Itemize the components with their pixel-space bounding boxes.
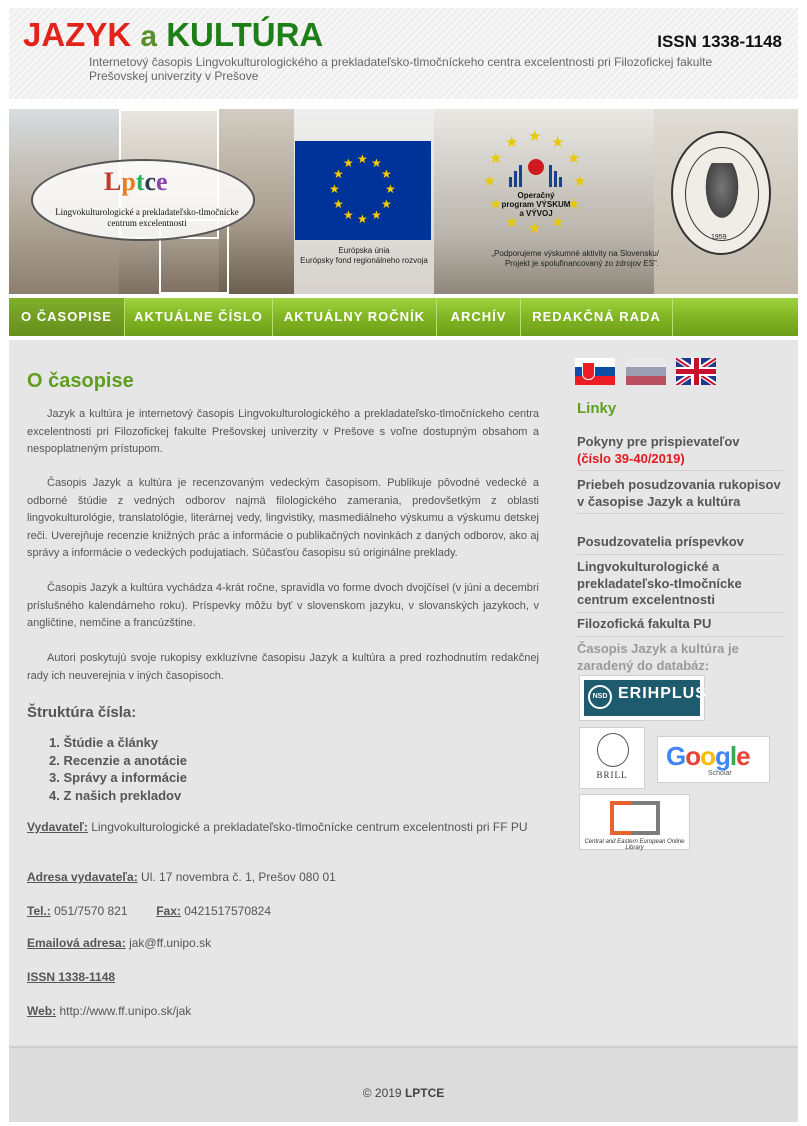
star-icon: ★ xyxy=(551,214,565,231)
brill-logo[interactable] xyxy=(579,727,645,789)
lptce-letter: p xyxy=(121,167,136,196)
structure-item: 2. Recenzie a anotácie xyxy=(49,752,188,768)
tel-label: Tel.: xyxy=(27,904,51,918)
web-info xyxy=(27,1003,539,1019)
nav-item-aktualne-cislo[interactable]: AKTUÁLNE ČÍSLO xyxy=(125,298,273,336)
op-caption-line: Projekt je spolufinancovaný zo zdrojov ES". xyxy=(504,259,659,268)
google-text: Google xyxy=(666,741,750,771)
eu-caption xyxy=(279,246,449,266)
star-icon: ★ xyxy=(381,167,392,181)
op-bar xyxy=(559,177,562,187)
star-icon: ★ xyxy=(528,128,542,145)
star-icon: ★ xyxy=(528,220,542,237)
nav-item-redakcna-rada[interactable]: REDAKČNÁ RADA xyxy=(521,298,673,336)
star-icon: ★ xyxy=(567,150,581,167)
link-author-guidelines-issue: (číslo 39-40/2019) xyxy=(577,450,685,466)
eu-flag-icon xyxy=(295,141,431,240)
email-info xyxy=(27,935,539,951)
ceeol-logo[interactable] xyxy=(579,794,690,850)
star-icon: ★ xyxy=(333,167,344,181)
publisher-value: Lingvokulturologické a prekladateľsko-tlmočnícke centrum excelentnosti pri FF PU xyxy=(91,820,528,834)
site-header xyxy=(9,8,798,99)
web-label: Web: xyxy=(27,1004,57,1018)
content-area xyxy=(9,340,798,1046)
link-reviewers[interactable]: Posudzovatelia príspevkov xyxy=(577,534,783,555)
frequency-paragraph: Časopis Jazyk a kultúra vychádza 4-krát ročne, spravidla vo forme dvoch dvojčísel (v júni a decembri príslušného kalendárneho roku). Príspevky môžu byť v slovenskom jazyku, v slovanských jazykoch, v angličtine, nemčine a francúzštine. xyxy=(27,582,539,629)
issn-label: ISSN 1338-1148 xyxy=(27,970,116,984)
op-bar xyxy=(519,165,522,187)
flag-sk-icon[interactable] xyxy=(575,358,615,385)
brill-seal-icon xyxy=(597,733,629,767)
eu-caption-line: Európsky fond regionálneho rozvoja xyxy=(300,256,428,265)
star-icon: ★ xyxy=(489,150,503,167)
structure-list xyxy=(49,734,187,804)
site-title-a: a xyxy=(140,20,158,53)
structure-title: Štruktúra čísla: xyxy=(27,704,137,721)
erihplus-logo[interactable] xyxy=(579,675,705,721)
issn-info xyxy=(27,969,539,985)
link-author-guidelines-label: Pokyny pre prispievateľov xyxy=(577,434,740,449)
intro-paragraph: Jazyk a kultúra je internetový časopis Lingvokulturologického a prekladateľsko-tlmočníckeho centra excelentnosti pri Filozofickej fakulte Prešovskej univerzity v Prešove s voľne dostupným obsahom a nespoplatneným prístupom. xyxy=(27,408,539,455)
star-icon: ★ xyxy=(357,212,368,226)
nav-item-aktualny-rocnik[interactable]: AKTUÁLNY ROČNÍK xyxy=(273,298,437,336)
lptce-letter: e xyxy=(156,167,168,196)
star-icon: ★ xyxy=(483,173,497,190)
link-author-guidelines[interactable] xyxy=(577,434,783,471)
op-bar xyxy=(554,171,557,187)
link-lptce[interactable]: Lingvokulturologické a prekladateľsko-tlmočnícke centrum excelentnosti xyxy=(577,559,783,613)
copyright-year: © 2019 xyxy=(362,1086,402,1100)
address-label: Adresa vydavateľa: xyxy=(27,870,138,884)
star-icon: ★ xyxy=(505,214,519,231)
ceeol-text: Central and Eastern European Online Library xyxy=(584,839,685,851)
star-icon: ★ xyxy=(371,208,382,222)
op-caption xyxy=(449,249,659,269)
erihplus-text: ERIHPLUS xyxy=(618,685,707,702)
publisher-label: Vydavateľ: xyxy=(27,820,88,834)
erihplus-inner xyxy=(584,680,707,716)
links-title: Linky xyxy=(577,400,617,417)
ceeol-mark-icon xyxy=(632,801,660,835)
lptce-logo xyxy=(104,167,168,197)
faculty-seal-icon xyxy=(671,131,771,255)
star-icon: ★ xyxy=(343,208,354,222)
authors-paragraph: Autori poskytujú svoje rukopisy exkluzívne časopisu Jazyk a kultúra a pred rozhodnutím redakčnej rady ich neuverejnia v iných časopisoch. xyxy=(27,652,539,682)
star-icon: ★ xyxy=(573,173,587,190)
nav-item-archiv[interactable]: ARCHÍV xyxy=(437,298,521,336)
flag-ru-icon[interactable] xyxy=(626,358,666,385)
uk-cross-v-red xyxy=(694,358,699,385)
star-icon: ★ xyxy=(371,156,382,170)
email-link[interactable]: jak@ff.unipo.sk xyxy=(129,936,212,950)
databases-label: Časopis Jazyk a kultúra je zaradený do databáz: xyxy=(577,641,739,673)
header-banner xyxy=(9,109,798,294)
star-icon: ★ xyxy=(357,152,368,166)
fax-value: 0421517570824 xyxy=(184,904,272,918)
scope-paragraph: Časopis Jazyk a kultúra je recenzovaným vedeckým časopisom. Publikuje pôvodné vedecké a odborné štúdie z vedných odborov najmä filologického zamerania, predovšetkým z oblasti lingvokulturológie, translatológie, literárnej vedy, lingvistiky, masmediálneho výskumu a výskumu detskej reči. Uverejňuje recenzie knižných prác a informácie o publikačných novinkách z daných odborov, ako aj správy a informácie o vedeckých podujatiach. Súčasťou časopisu sú originálne preklady. xyxy=(27,477,539,559)
site-footer xyxy=(9,1046,798,1122)
star-icon: ★ xyxy=(385,182,396,196)
star-icon: ★ xyxy=(329,182,340,196)
address-value: Ul. 17 novembra č. 1, Prešov 080 01 xyxy=(141,870,336,884)
brill-text: BRILL xyxy=(596,770,628,780)
sk-shield xyxy=(582,362,595,380)
nav-item-o-casopise[interactable]: O ČASOPISE xyxy=(9,298,125,336)
seal-figure xyxy=(703,163,741,223)
lptce-caption: Lingvokulturologické a prekladateľsko-tlmočnícke centrum excelentnosti xyxy=(55,207,239,228)
op-bar xyxy=(549,165,552,187)
op-circle-icon xyxy=(528,159,544,175)
op-text: Operačný program VÝSKUM a VÝVOJ xyxy=(501,191,571,218)
site-title-jazyk: JAZYK xyxy=(23,16,132,53)
star-icon: ★ xyxy=(343,156,354,170)
lptce-letter: c xyxy=(144,167,157,196)
issn-header: ISSN 1338-1148 xyxy=(657,32,782,51)
op-bar xyxy=(514,171,517,187)
flag-uk-icon[interactable] xyxy=(676,358,716,385)
address-info xyxy=(27,869,539,885)
star-icon: ★ xyxy=(551,134,565,151)
lptce-letter: L xyxy=(104,167,122,196)
op-vyskum-logo xyxy=(481,129,591,244)
site-title-kultura: KULTÚRA xyxy=(166,16,324,53)
web-link[interactable]: http://www.ff.unipo.sk/jak xyxy=(59,1004,192,1018)
phone-info xyxy=(27,903,539,919)
main-nav xyxy=(9,298,798,336)
star-icon: ★ xyxy=(505,134,519,151)
fax-label: Fax: xyxy=(156,904,181,918)
google-scholar-logo[interactable] xyxy=(657,736,770,783)
copyright xyxy=(9,1086,798,1100)
eu-caption-line: Európska únia xyxy=(338,246,390,255)
structure-item: 3. Správy a informácie xyxy=(49,770,188,785)
op-bar xyxy=(509,177,512,187)
structure-item: 4. Z našich prekladov xyxy=(49,787,182,803)
tel-value: 051/7570 821 xyxy=(54,904,128,918)
star-icon: ★ xyxy=(381,197,392,211)
nsd-icon: NSD xyxy=(588,685,612,709)
op-caption-line: „Podporujeme výskumné aktivity na Slovensku/ xyxy=(491,249,659,258)
lptce-letter: t xyxy=(135,167,145,196)
seal-year: 1959 xyxy=(711,234,727,241)
google-scholar-text: Scholar xyxy=(708,770,732,777)
copyright-org: LPTCE xyxy=(404,1086,445,1100)
publisher-info xyxy=(27,819,539,835)
structure-item: 1. Štúdie a články xyxy=(49,735,159,750)
page-title: O časopise xyxy=(27,370,134,392)
email-label: Emailová adresa: xyxy=(27,936,126,950)
site-subtitle: Internetový časopis Lingvokulturologického a prekladateľsko-tlmočníckeho centra excelentnosti pri Filozofickej fakulte Prešovskej univerzity v Prešove xyxy=(89,55,713,83)
star-icon: ★ xyxy=(567,196,581,213)
star-icon: ★ xyxy=(489,196,503,213)
link-faculty[interactable]: Filozofická fakulta PU xyxy=(577,616,783,637)
site-title[interactable] xyxy=(23,16,323,54)
link-review-process[interactable]: Priebeh posudzovania rukopisov v časopise Jazyk a kultúra xyxy=(577,477,783,514)
star-icon: ★ xyxy=(333,197,344,211)
